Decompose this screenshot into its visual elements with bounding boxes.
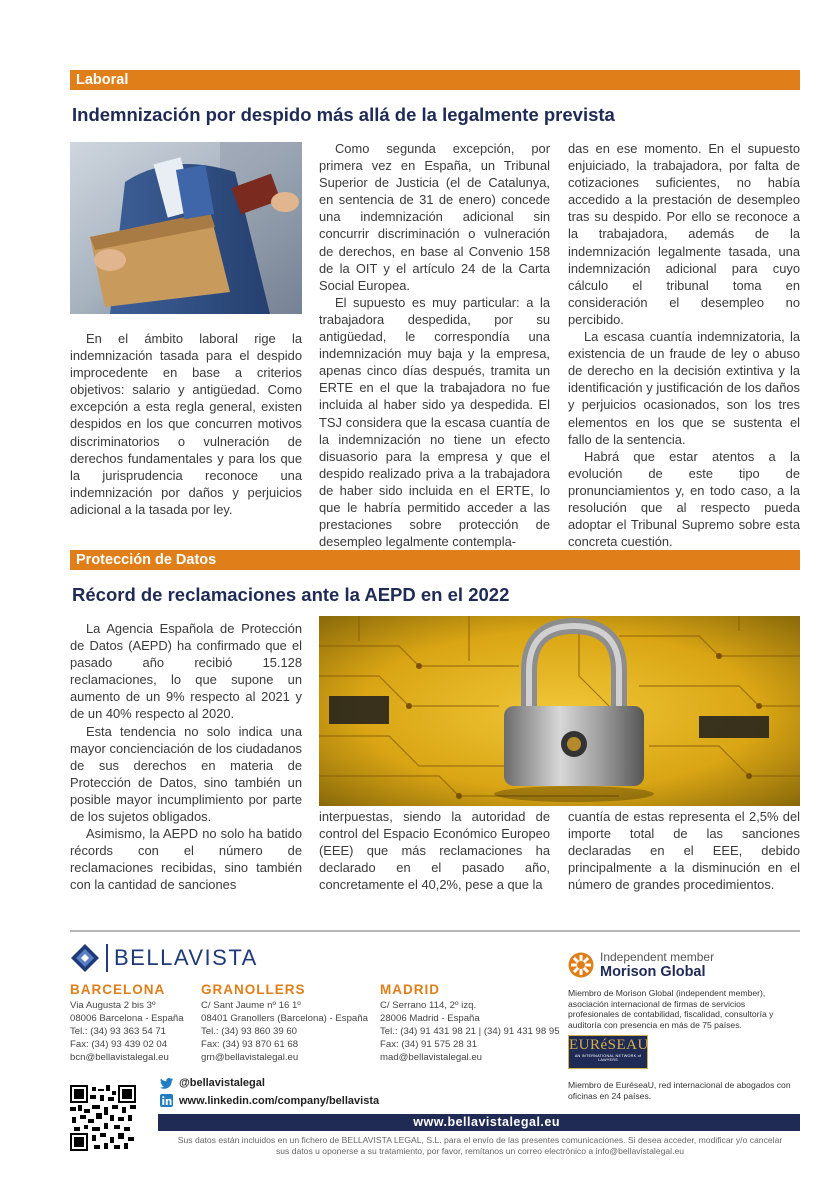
office-phone: Tel.: (34) 91 431 98 21 | (34) 91 431 98 95 [380, 1026, 560, 1037]
twitter-handle[interactable]: @bellavistalegal [179, 1077, 265, 1089]
office-email[interactable]: bcn@bellavistalegal.eu [70, 1052, 169, 1063]
office-city: BARCELONA [70, 982, 166, 997]
paragraph: Esta tendencia no solo indica una mayor concienciación de los ciudadanos de sus derechos en materia de Protección de Datos, sino también un posible mayor incumplimiento por parte de los sujetos obligados. [70, 723, 302, 825]
qr-code-icon[interactable] [70, 1085, 136, 1151]
linkedin-link[interactable] [160, 1094, 379, 1107]
website-bar [158, 1114, 800, 1131]
bellavista-logo [70, 943, 258, 973]
office-address: Via Augusta 2 bis 3º [70, 1000, 156, 1011]
brand-name: BELLAVISTA [114, 945, 258, 970]
office-postal: 28006 Madrid - España [380, 1013, 480, 1024]
section-bar-laboral: Laboral [70, 70, 800, 90]
office-email[interactable]: mad@bellavistalegal.eu [380, 1052, 483, 1063]
morison-star-icon [568, 952, 594, 978]
morison-name: Morison Global [600, 964, 706, 980]
office-phone: Tel.: (34) 93 363 54 71 [70, 1026, 167, 1037]
paragraph: El supuesto es muy particular: a la trabajadora despedida, por su antigüedad, le correspondía una indemnización muy baja y la empresa, apenas cinco días después, tramita un ERTE en el que la trabajadora no fue incluida al haber sido ya despedida. El TSJ considera que la escasa cuantía de la indemnización no tiene un efecto disuasorio para la empresa y que el despido realizado priva a la trabajadora de haber sido incluida en el ERTE, lo que le habría permitido acceder a las prestaciones sobre protección de desempleo legalmente contempla- [319, 294, 550, 550]
morison-logo [568, 950, 714, 980]
office-fax: Fax: (34) 93 870 61 68 [201, 1039, 299, 1050]
datos-column-2 [319, 808, 550, 893]
datos-column-1 [70, 620, 302, 894]
paragraph: cuantía de estas representa el 2,5% del importe total de las sanciones declaradas en el EEE, debido principalmente a la disminución en el número de grandes procedimientos. [568, 809, 800, 893]
office-email[interactable]: grn@bellavistalegal.eu [201, 1052, 299, 1063]
office-box-photo [70, 142, 302, 314]
paragraph: interpuestas, siendo la autoridad de control del Espacio Económico Europeo (EEE) que más reclamaciones ha declarado en el pasado año, concretamente el 40,2%, pese a que la [319, 809, 550, 893]
office-city: GRANOLLERS [201, 982, 306, 997]
twitter-link[interactable] [160, 1077, 265, 1089]
office-phone: Tel.: (34) 93 860 39 60 [201, 1026, 298, 1037]
headline-datos: Récord de reclamaciones ante la AEPD en el 2022 [72, 584, 510, 605]
morison-member-label: Independent member [600, 950, 715, 964]
euresau-note: Miembro de EuréseaU, red internacional de abogados con oficinas en 24 países. [568, 1080, 791, 1101]
logo-separator [106, 944, 108, 972]
office-address: C/ Serrano 114, 2º izq. [380, 1000, 477, 1011]
headline-laboral: Indemnización por despido más allá de la legalmente prevista [72, 104, 615, 125]
office-barcelona [70, 982, 200, 1064]
twitter-icon [160, 1078, 173, 1089]
office-fax: Fax: (34) 93 439 02 04 [70, 1039, 168, 1050]
euresau-logo [568, 1035, 648, 1069]
section-bar-datos: Protección de Datos [70, 550, 800, 570]
datos-column-3 [568, 808, 800, 893]
morison-note: Miembro de Morison Global (independent member), asociación internacional de firmas de servicios profesionales de contabilidad, fiscalidad, consultoría y auditoría con presencia en más de 75 países. [568, 988, 774, 1030]
laboral-column-3 [568, 140, 800, 550]
office-fax: Fax: (34) 91 575 28 31 [380, 1039, 478, 1050]
euresau-tagline: AN INTERNATIONAL NETWORK of LAWYERS [574, 1054, 642, 1062]
paragraph: La escasa cuantía indemnizatoria, la existencia de un fraude de ley o abuso de derecho en la decisión extintiva y la identificación y justificación de los daños y perjuicios ocasionados, son los tres elementos en los que se sustenta el fallo de la sentencia. [568, 329, 800, 447]
linkedin-icon [160, 1094, 173, 1107]
euresau-name: EURéSEAU [569, 1037, 649, 1053]
office-postal: 08006 Barcelona - España [70, 1013, 184, 1024]
privacy-disclaimer: Sus datos están incluidos en un fichero de BELLAVISTA LEGAL, S.L. para el envío de las presentes comunicaciones. Si desea acceder, modificar y/o cancelar sus datos u oponerse a su tratamiento, por favor, remítanos un correo electrónico a info@bellavistalegal.eu [177, 1135, 783, 1156]
paragraph: Asimismo, la AEPD no solo ha batido récords con el número de reclamaciones recibidas, sino también con la cantidad de sanciones [70, 826, 302, 893]
office-postal: 08401 Granollers (Barcelona) - España [201, 1013, 368, 1024]
laboral-column-1 [70, 330, 302, 518]
office-madrid [380, 982, 565, 1064]
paragraph: Habrá que estar atentos a la evolución de este tipo de pronunciamientos y, en todo caso, a la resolución que al respecto pueda adoptar el Tribunal Supremo sobre esta concreta cuestión. [568, 448, 800, 550]
office-address: C/ Sant Jaume nº 16 1º [201, 1000, 301, 1011]
website-link[interactable]: www.bellavistalegal.eu [413, 1115, 560, 1129]
paragraph: Como segunda excepción, por primera vez en España, un Tribunal Superior de Justicia (el de Catalunya, en sentencia de 31 de enero) concede una indemnización adicional sin concurrir discriminación o vulneración de derechos, en base al Convenio 158 de la OIT y el artículo 24 de la Carta Social Europea. [319, 141, 550, 293]
office-granollers [201, 982, 376, 1064]
linkedin-url[interactable]: www.linkedin.com/company/bellavista [179, 1094, 380, 1107]
paragraph: La Agencia Española de Protección de Datos (AEPD) ha confirmado que el pasado año recibió 15.128 reclamaciones, lo que supone un aumento de un 9% respecto al 2021 y de un 40% respecto al 2020. [70, 621, 302, 722]
diamond-logo-icon [70, 943, 100, 973]
laboral-column-2 [319, 140, 550, 550]
paragraph: das en ese momento. En el supuesto enjuiciado, la trabajadora, por falta de cotizaciones suficientes, no había accedido a la prestación de desempleo tras su despido. Por ello se reconoce a la trabajadora, además de la indemnización legalmente tasada, una indemnización adicional para cuyo cálculo el tribunal toma en consideración el desempleo no percibido. [568, 141, 800, 327]
office-city: MADRID [380, 982, 440, 997]
paragraph: En el ámbito laboral rige la indemnización tasada para el despido improcedente en base a criterios objetivos: salario y antigüedad. Como excepción a esta regla general, existen despidos en los que concurren motivos discriminatorios o vulneración de derechos fundamentales y para los que la jurisprudencia reconoce una indemnización por daños y perjuicios adicional a la tasada por ley. [70, 331, 302, 517]
padlock-circuit-photo [319, 616, 800, 806]
footer-divider [70, 930, 800, 932]
